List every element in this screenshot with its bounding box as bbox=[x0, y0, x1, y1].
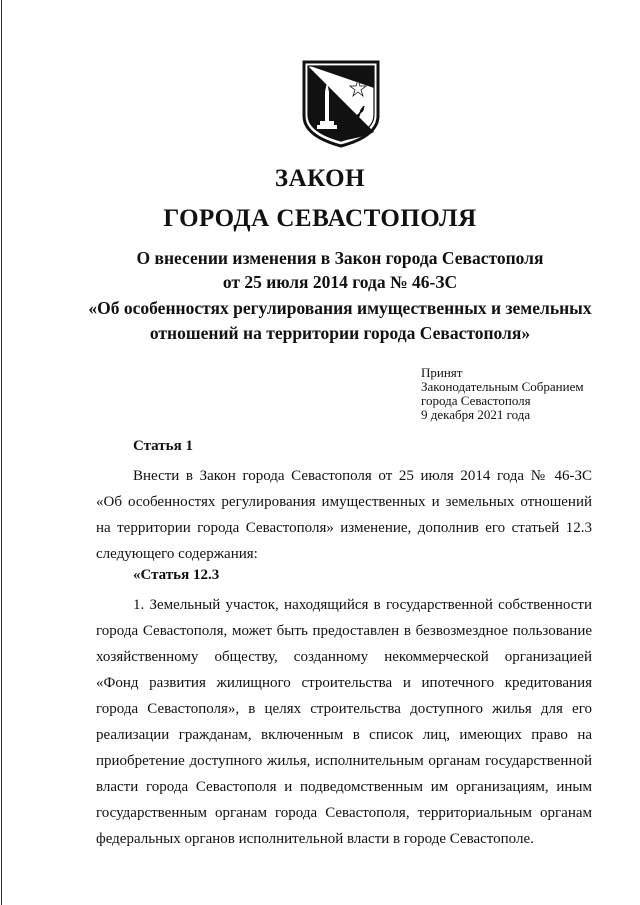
article-1-text-line: на территории города Севастополя» изменение, дополнив его статьей 12.3 bbox=[96, 520, 592, 536]
article-12-3-text-line: федеральных органов исполнительной власти в городе Севастополе. bbox=[96, 831, 534, 847]
article-12-3-text-line: города Севастополя, может быть предоставлен в безвозмездное пользование bbox=[96, 623, 592, 639]
article-12-3-text-line: хозяйственному обществу, созданному некоммерческой организацией bbox=[96, 649, 592, 665]
article-12-3-text-line: государственным органам города Севастополя, территориальным органам bbox=[96, 805, 592, 821]
article-12-3-text-line: реализации гражданам, включенным в список лиц, имеющих право на bbox=[96, 727, 592, 743]
sevastopol-coat-of-arms-icon bbox=[298, 58, 384, 148]
adoption-line: Принят bbox=[421, 365, 463, 380]
adoption-note bbox=[421, 366, 584, 422]
article-12-3-text-line: власти города Севастополя и подведомственным им организациям, иным bbox=[96, 779, 592, 795]
article-12-3-text-line: 1. Земельный участок, находящийся в государственной собственности bbox=[133, 597, 592, 613]
article-12-3-text-line: города Севастополя», в целях строительства доступного жилья для его bbox=[96, 701, 592, 717]
subtitle-line: «Об особенностях регулирования имущественных и земельных bbox=[88, 298, 592, 318]
article-12-3-text-line: «Фонд развития жилищного строительства и ипотечного кредитования bbox=[96, 675, 592, 691]
adoption-line: Законодательным Собранием bbox=[421, 379, 584, 394]
page-edge-rule bbox=[1, 0, 2, 905]
adoption-line: города Севастополя bbox=[421, 393, 531, 408]
document-title-city: ГОРОДА СЕВАСТОПОЛЯ bbox=[163, 205, 477, 232]
subtitle-line: отношений на территории города Севастополя» bbox=[149, 323, 531, 343]
subtitle-line: О внесении изменения в Закон города Севастополя bbox=[136, 248, 544, 268]
article-1-heading: Статья 1 bbox=[133, 438, 193, 454]
article-1-text-line: Внести в Закон города Севастополя от 25 июля 2014 года № 46-ЗС bbox=[133, 468, 592, 484]
article-12-3-text-line: приобретение доступного жилья, исполнительным органам государственной bbox=[96, 753, 592, 769]
adoption-date: 9 декабря 2021 года bbox=[421, 407, 531, 422]
article-12-3-heading: «Статья 12.3 bbox=[133, 567, 220, 583]
document-title: ЗАКОН bbox=[274, 165, 366, 192]
article-1-text-line: следующего содержания: bbox=[96, 546, 258, 562]
article-1-text-line: «Об особенностях регулирования имущественных и земельных отношений bbox=[96, 494, 592, 510]
subtitle-line: от 25 июля 2014 года № 46-ЗС bbox=[222, 272, 458, 292]
